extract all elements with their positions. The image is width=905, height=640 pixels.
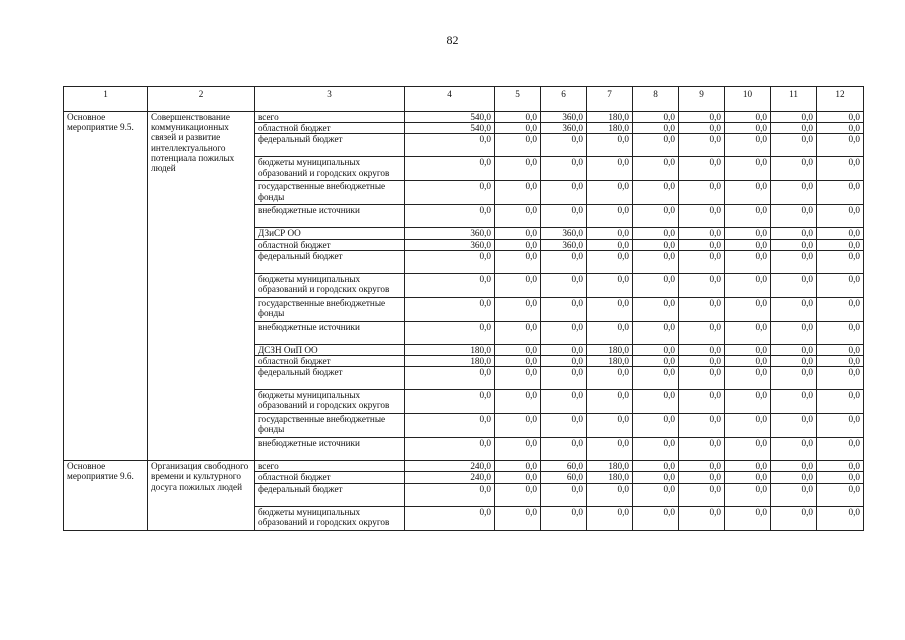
value-cell: 0,0 (771, 134, 817, 157)
value-cell: 0,0 (725, 414, 771, 438)
value-cell: 0,0 (633, 414, 679, 438)
value-cell: 0,0 (817, 506, 864, 530)
value-cell: 0,0 (633, 483, 679, 506)
header-cell: 3 (255, 87, 405, 112)
value-cell: 0,0 (725, 205, 771, 228)
value-cell: 0,0 (725, 344, 771, 355)
value-cell: 0,0 (633, 461, 679, 472)
value-cell: 180,0 (587, 472, 633, 483)
value-cell: 0,0 (587, 205, 633, 228)
value-cell: 0,0 (587, 239, 633, 250)
value-cell: 0,0 (725, 297, 771, 321)
value-cell: 0,0 (495, 273, 541, 297)
value-cell: 0,0 (587, 157, 633, 181)
value-cell: 0,0 (405, 273, 495, 297)
value-cell: 0,0 (817, 483, 864, 506)
source-label-cell: всего (255, 112, 405, 123)
value-cell: 0,0 (541, 414, 587, 438)
value-cell: 0,0 (633, 134, 679, 157)
value-cell: 0,0 (817, 228, 864, 239)
value-cell: 0,0 (495, 506, 541, 530)
value-cell: 0,0 (495, 390, 541, 414)
value-cell: 0,0 (587, 273, 633, 297)
source-label-cell: федеральный бюджет (255, 134, 405, 157)
value-cell: 0,0 (679, 123, 725, 134)
value-cell: 0,0 (725, 356, 771, 367)
value-cell: 0,0 (541, 273, 587, 297)
value-cell: 0,0 (817, 461, 864, 472)
value-cell: 0,0 (725, 321, 771, 344)
source-label-cell: федеральный бюджет (255, 367, 405, 390)
source-label-cell: федеральный бюджет (255, 483, 405, 506)
value-cell: 0,0 (633, 157, 679, 181)
value-cell: 0,0 (405, 438, 495, 461)
value-cell: 0,0 (495, 112, 541, 123)
value-cell: 0,0 (405, 367, 495, 390)
value-cell: 0,0 (771, 344, 817, 355)
value-cell: 0,0 (771, 438, 817, 461)
value-cell: 0,0 (541, 157, 587, 181)
value-cell: 0,0 (541, 438, 587, 461)
event-cell: Основное мероприятие 9.5. (64, 112, 148, 461)
value-cell: 0,0 (405, 250, 495, 273)
value-cell: 180,0 (587, 344, 633, 355)
source-label-cell: бюджеты муниципальных образований и городских округов (255, 273, 405, 297)
value-cell: 0,0 (771, 123, 817, 134)
value-cell: 360,0 (541, 239, 587, 250)
value-cell: 0,0 (817, 273, 864, 297)
value-cell: 0,0 (495, 367, 541, 390)
value-cell: 0,0 (679, 344, 725, 355)
header-cell: 5 (495, 87, 541, 112)
value-cell: 0,0 (817, 297, 864, 321)
value-cell: 0,0 (495, 123, 541, 134)
table-row (64, 461, 864, 472)
value-cell: 0,0 (725, 157, 771, 181)
value-cell: 0,0 (633, 205, 679, 228)
value-cell: 0,0 (771, 273, 817, 297)
value-cell: 240,0 (405, 472, 495, 483)
value-cell: 0,0 (817, 414, 864, 438)
value-cell: 0,0 (405, 483, 495, 506)
source-label-cell: областной бюджет (255, 472, 405, 483)
source-label-cell: внебюджетные источники (255, 321, 405, 344)
value-cell: 0,0 (495, 228, 541, 239)
value-cell: 0,0 (817, 205, 864, 228)
value-cell: 0,0 (817, 356, 864, 367)
value-cell: 0,0 (771, 228, 817, 239)
value-cell: 0,0 (495, 297, 541, 321)
value-cell: 180,0 (587, 112, 633, 123)
value-cell: 0,0 (633, 297, 679, 321)
value-cell: 0,0 (541, 367, 587, 390)
value-cell: 0,0 (541, 181, 587, 205)
value-cell: 0,0 (633, 239, 679, 250)
value-cell: 60,0 (541, 472, 587, 483)
header-cell: 6 (541, 87, 587, 112)
value-cell: 0,0 (587, 321, 633, 344)
value-cell: 0,0 (679, 228, 725, 239)
source-label-cell: бюджеты муниципальных образований и городских округов (255, 506, 405, 530)
value-cell: 0,0 (495, 356, 541, 367)
source-label-cell: государственные внебюджетные фонды (255, 297, 405, 321)
value-cell: 0,0 (679, 506, 725, 530)
value-cell: 0,0 (633, 506, 679, 530)
value-cell: 180,0 (587, 123, 633, 134)
value-cell: 0,0 (633, 344, 679, 355)
value-cell: 0,0 (817, 157, 864, 181)
value-cell: 0,0 (771, 356, 817, 367)
value-cell: 0,0 (541, 250, 587, 273)
value-cell: 0,0 (725, 506, 771, 530)
value-cell: 0,0 (405, 181, 495, 205)
value-cell: 360,0 (405, 228, 495, 239)
source-label-cell: государственные внебюджетные фонды (255, 181, 405, 205)
value-cell: 0,0 (633, 273, 679, 297)
value-cell: 0,0 (679, 321, 725, 344)
value-cell: 0,0 (725, 472, 771, 483)
description-cell: Совершенствование коммуникационных связей и развитие интеллектуального потенциала пожилых людей (148, 112, 255, 461)
source-label-cell: государственные внебюджетные фонды (255, 414, 405, 438)
value-cell: 0,0 (633, 356, 679, 367)
value-cell: 0,0 (587, 506, 633, 530)
source-label-cell: внебюджетные источники (255, 438, 405, 461)
source-label-cell: бюджеты муниципальных образований и городских округов (255, 157, 405, 181)
value-cell: 0,0 (633, 438, 679, 461)
value-cell: 0,0 (725, 228, 771, 239)
value-cell: 0,0 (771, 157, 817, 181)
header-cell: 11 (771, 87, 817, 112)
value-cell: 0,0 (817, 181, 864, 205)
value-cell: 0,0 (679, 134, 725, 157)
value-cell: 0,0 (679, 483, 725, 506)
header-cell: 1 (64, 87, 148, 112)
value-cell: 0,0 (541, 356, 587, 367)
value-cell: 60,0 (541, 461, 587, 472)
value-cell: 0,0 (817, 321, 864, 344)
value-cell: 0,0 (679, 181, 725, 205)
value-cell: 0,0 (405, 157, 495, 181)
value-cell: 0,0 (771, 205, 817, 228)
source-label-cell: внебюджетные источники (255, 205, 405, 228)
value-cell: 0,0 (725, 239, 771, 250)
value-cell: 0,0 (679, 461, 725, 472)
value-cell: 0,0 (725, 273, 771, 297)
value-cell: 0,0 (405, 506, 495, 530)
value-cell: 0,0 (771, 367, 817, 390)
value-cell: 0,0 (817, 250, 864, 273)
value-cell: 540,0 (405, 112, 495, 123)
value-cell: 0,0 (771, 181, 817, 205)
value-cell: 0,0 (817, 239, 864, 250)
header-cell: 2 (148, 87, 255, 112)
value-cell: 360,0 (541, 123, 587, 134)
value-cell: 0,0 (495, 181, 541, 205)
value-cell: 0,0 (817, 123, 864, 134)
value-cell: 0,0 (405, 205, 495, 228)
value-cell: 0,0 (633, 472, 679, 483)
value-cell: 0,0 (817, 344, 864, 355)
value-cell: 0,0 (587, 414, 633, 438)
value-cell: 0,0 (725, 438, 771, 461)
source-label-cell: областной бюджет (255, 356, 405, 367)
value-cell: 0,0 (587, 483, 633, 506)
header-cell: 4 (405, 87, 495, 112)
value-cell: 180,0 (405, 356, 495, 367)
value-cell: 0,0 (405, 390, 495, 414)
value-cell: 0,0 (725, 250, 771, 273)
value-cell: 0,0 (771, 506, 817, 530)
value-cell: 0,0 (633, 228, 679, 239)
value-cell: 0,0 (495, 250, 541, 273)
value-cell: 0,0 (679, 414, 725, 438)
value-cell: 0,0 (541, 297, 587, 321)
value-cell: 0,0 (495, 461, 541, 472)
header-cell: 7 (587, 87, 633, 112)
value-cell: 0,0 (495, 321, 541, 344)
value-cell: 0,0 (679, 390, 725, 414)
value-cell: 0,0 (495, 414, 541, 438)
value-cell: 0,0 (541, 321, 587, 344)
description-cell: Организация свободного времени и культурного досуга пожилых людей (148, 461, 255, 530)
value-cell: 0,0 (771, 461, 817, 472)
header-cell: 8 (633, 87, 679, 112)
value-cell: 0,0 (587, 297, 633, 321)
value-cell: 0,0 (405, 297, 495, 321)
page-number: 82 (446, 33, 459, 47)
value-cell: 180,0 (587, 356, 633, 367)
value-cell: 0,0 (633, 250, 679, 273)
header-cell: 12 (817, 87, 864, 112)
source-label-cell: всего (255, 461, 405, 472)
value-cell: 0,0 (541, 134, 587, 157)
value-cell: 0,0 (679, 367, 725, 390)
value-cell: 0,0 (725, 134, 771, 157)
value-cell: 0,0 (771, 239, 817, 250)
value-cell: 0,0 (817, 390, 864, 414)
value-cell: 0,0 (725, 461, 771, 472)
value-cell: 0,0 (679, 472, 725, 483)
value-cell: 0,0 (541, 483, 587, 506)
value-cell: 0,0 (771, 112, 817, 123)
header-cell: 10 (725, 87, 771, 112)
value-cell: 0,0 (405, 134, 495, 157)
value-cell: 0,0 (541, 344, 587, 355)
value-cell: 0,0 (679, 112, 725, 123)
value-cell: 0,0 (725, 390, 771, 414)
value-cell: 0,0 (817, 367, 864, 390)
header-cell: 9 (679, 87, 725, 112)
value-cell: 0,0 (405, 414, 495, 438)
value-cell: 0,0 (771, 250, 817, 273)
value-cell: 360,0 (541, 112, 587, 123)
value-cell: 0,0 (725, 112, 771, 123)
value-cell: 0,0 (587, 390, 633, 414)
value-cell: 360,0 (541, 228, 587, 239)
value-cell: 180,0 (405, 344, 495, 355)
value-cell: 0,0 (771, 483, 817, 506)
source-label-cell: федеральный бюджет (255, 250, 405, 273)
value-cell: 0,0 (633, 390, 679, 414)
value-cell: 0,0 (633, 321, 679, 344)
source-label-cell: ДСЗН ОиП ОО (255, 344, 405, 355)
value-cell: 0,0 (587, 438, 633, 461)
event-cell: Основное мероприятие 9.6. (64, 461, 148, 530)
value-cell: 0,0 (817, 112, 864, 123)
value-cell: 0,0 (725, 483, 771, 506)
value-cell: 0,0 (725, 367, 771, 390)
source-label-cell: ДЗиСР ОО (255, 228, 405, 239)
value-cell: 0,0 (679, 297, 725, 321)
value-cell: 0,0 (587, 250, 633, 273)
value-cell: 0,0 (817, 438, 864, 461)
value-cell: 0,0 (541, 506, 587, 530)
value-cell: 0,0 (633, 367, 679, 390)
value-cell: 0,0 (405, 321, 495, 344)
value-cell: 0,0 (495, 483, 541, 506)
value-cell: 0,0 (495, 472, 541, 483)
value-cell: 0,0 (725, 123, 771, 134)
value-cell: 0,0 (679, 356, 725, 367)
value-cell: 0,0 (679, 157, 725, 181)
value-cell: 0,0 (495, 157, 541, 181)
value-cell: 0,0 (633, 181, 679, 205)
value-cell: 0,0 (495, 344, 541, 355)
value-cell: 0,0 (495, 438, 541, 461)
value-cell: 0,0 (495, 134, 541, 157)
header-row (64, 87, 864, 112)
value-cell: 0,0 (587, 181, 633, 205)
value-cell: 0,0 (771, 297, 817, 321)
value-cell: 0,0 (679, 273, 725, 297)
table-row (64, 112, 864, 123)
value-cell: 0,0 (495, 205, 541, 228)
value-cell: 0,0 (679, 250, 725, 273)
value-cell: 0,0 (817, 472, 864, 483)
budget-table (63, 86, 864, 531)
value-cell: 0,0 (495, 239, 541, 250)
value-cell: 0,0 (771, 472, 817, 483)
source-label-cell: областной бюджет (255, 239, 405, 250)
value-cell: 0,0 (633, 123, 679, 134)
value-cell: 0,0 (679, 438, 725, 461)
value-cell: 240,0 (405, 461, 495, 472)
source-label-cell: бюджеты муниципальных образований и городских округов (255, 390, 405, 414)
value-cell: 360,0 (405, 239, 495, 250)
value-cell: 0,0 (771, 414, 817, 438)
value-cell: 0,0 (541, 390, 587, 414)
value-cell: 0,0 (725, 181, 771, 205)
value-cell: 0,0 (633, 112, 679, 123)
value-cell: 540,0 (405, 123, 495, 134)
value-cell: 0,0 (541, 205, 587, 228)
value-cell: 0,0 (587, 228, 633, 239)
value-cell: 0,0 (587, 134, 633, 157)
value-cell: 0,0 (771, 321, 817, 344)
value-cell: 180,0 (587, 461, 633, 472)
source-label-cell: областной бюджет (255, 123, 405, 134)
value-cell: 0,0 (817, 134, 864, 157)
value-cell: 0,0 (587, 367, 633, 390)
value-cell: 0,0 (679, 239, 725, 250)
value-cell: 0,0 (679, 205, 725, 228)
value-cell: 0,0 (771, 390, 817, 414)
